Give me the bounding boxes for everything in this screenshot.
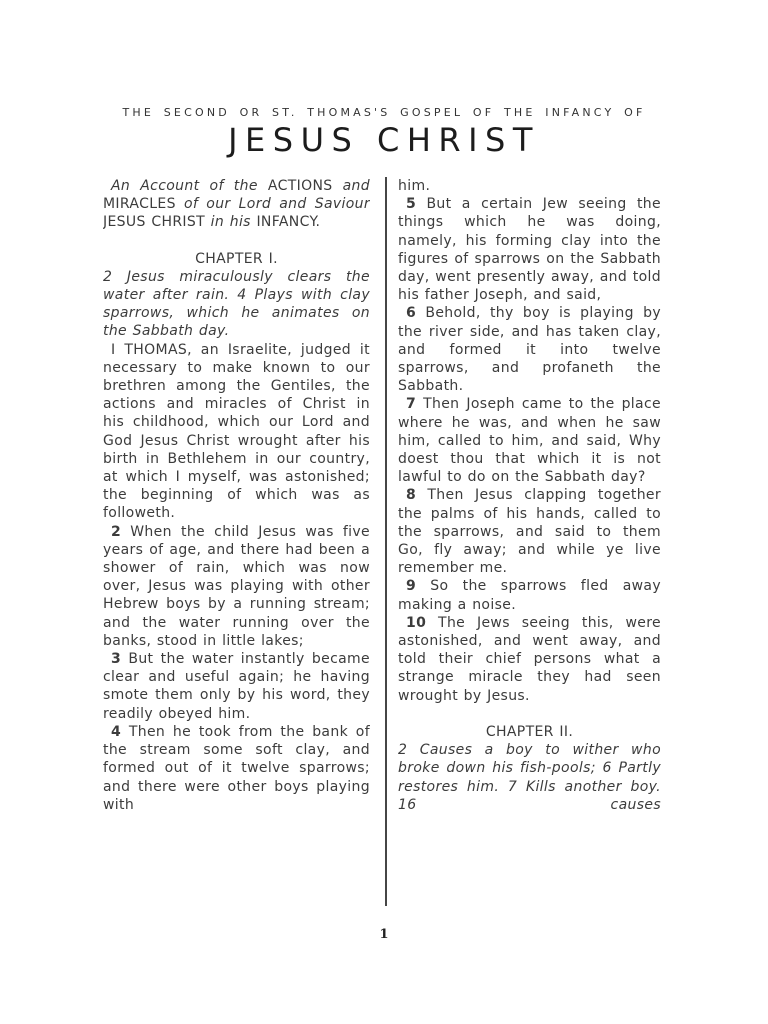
italic-text: An Account of the — [111, 178, 268, 194]
paragraph: 2 Jesus miraculously clears the water after rain. 4 Plays with clay sparrows, which he animates on the Sabbath day. — [103, 268, 370, 340]
verse-number: 4 — [111, 723, 122, 740]
paragraph: 3 But the water instantly became clear and useful again; he having smote them only by his word, they readily obeyed him. — [103, 651, 370, 722]
paragraph: I THOMAS, an Israelite, judged it necessary to make known to our brethren among the Gentiles, the actions and miracles of Christ in his childhood, which our Lord and God Jesus Christ wrought after his birth in Bethlehem in our country, at which I myself, was astonished; the beginning of which was as followeth. — [103, 341, 370, 522]
page-title: JESUS CHRIST — [228, 121, 540, 159]
column-divider — [385, 177, 387, 906]
text-segment: MIRACLES — [103, 196, 184, 213]
verse-number: 2 — [111, 523, 122, 540]
page-number: 1 — [379, 927, 389, 942]
chapter-heading: CHAPTER I. — [195, 250, 278, 267]
text-segment: ACTIONS — [267, 178, 343, 194]
verse-number: 5 — [406, 196, 417, 213]
paragraph: 9 So the sparrows fled away making a noise. — [398, 578, 661, 613]
right-column — [398, 177, 661, 923]
verse-number: 8 — [406, 487, 417, 504]
header-kicker: THE SECOND OR ST. THOMAS'S GOSPEL OF THE INFANCY OF — [122, 106, 646, 119]
paragraph: 10 The Jews seeing this, were astonished, and went away, and told their chief persons what a strange miracle they had seen wrought by Jesus. — [398, 614, 661, 704]
paragraph — [103, 177, 370, 232]
italic-text: in his — [210, 214, 257, 231]
italic-text: and — [342, 178, 370, 194]
paragraph: 5 But a certain Jew seeing the things which he was doing, namely, his forming clay into the figures of sparrows on the Sabbath day, went presently away, and told his father Joseph, and said, — [398, 196, 661, 304]
paragraph: 2 Causes a boy to wither who broke down his fish-pools; 6 Partly restores him. 7 Kills another boy. 16 causes — [398, 742, 661, 813]
verse-number: 3 — [111, 651, 122, 668]
verse-number: 10 — [406, 614, 427, 631]
chapter-heading: CHAPTER II. — [485, 723, 574, 740]
paragraph: 6 Behold, thy boy is playing by the river side, and has taken clay, and formed it into twelve sparrows, and profaneth the Sabbath. — [398, 305, 661, 395]
verse-number: 9 — [406, 578, 417, 595]
text-segment: JESUS CHRIST — [103, 214, 211, 231]
italic-text: of our Lord and Saviour — [183, 196, 370, 213]
verse-number: 7 — [406, 396, 417, 413]
paragraph: 4 Then he took from the bank of the stream some soft clay, and formed out of it twelve sparrows; and there were other boys playing with — [103, 723, 370, 813]
text-columns — [103, 177, 661, 923]
paragraph: 8 Then Jesus clapping together the palms of his hands, called to the sparrows, and said to them Go, fly away; and while ye live remember me. — [398, 487, 661, 577]
paragraph: him. — [398, 178, 431, 194]
left-column — [103, 177, 370, 923]
text-segment: INFANCY. — [256, 214, 321, 231]
paragraph: 2 When the child Jesus was five years of age, and there had been a shower of rain, which was now over, Jesus was playing with other Hebrew boys by a running stream; and the water running over the banks, stood in little lakes; — [103, 523, 370, 649]
paragraph: 7 Then Joseph came to the place where he was, and when he saw him, called to him, and said, Why doest thou that which it is not lawful to do on the Sabbath day? — [398, 396, 661, 486]
verse-number: 6 — [406, 305, 417, 322]
